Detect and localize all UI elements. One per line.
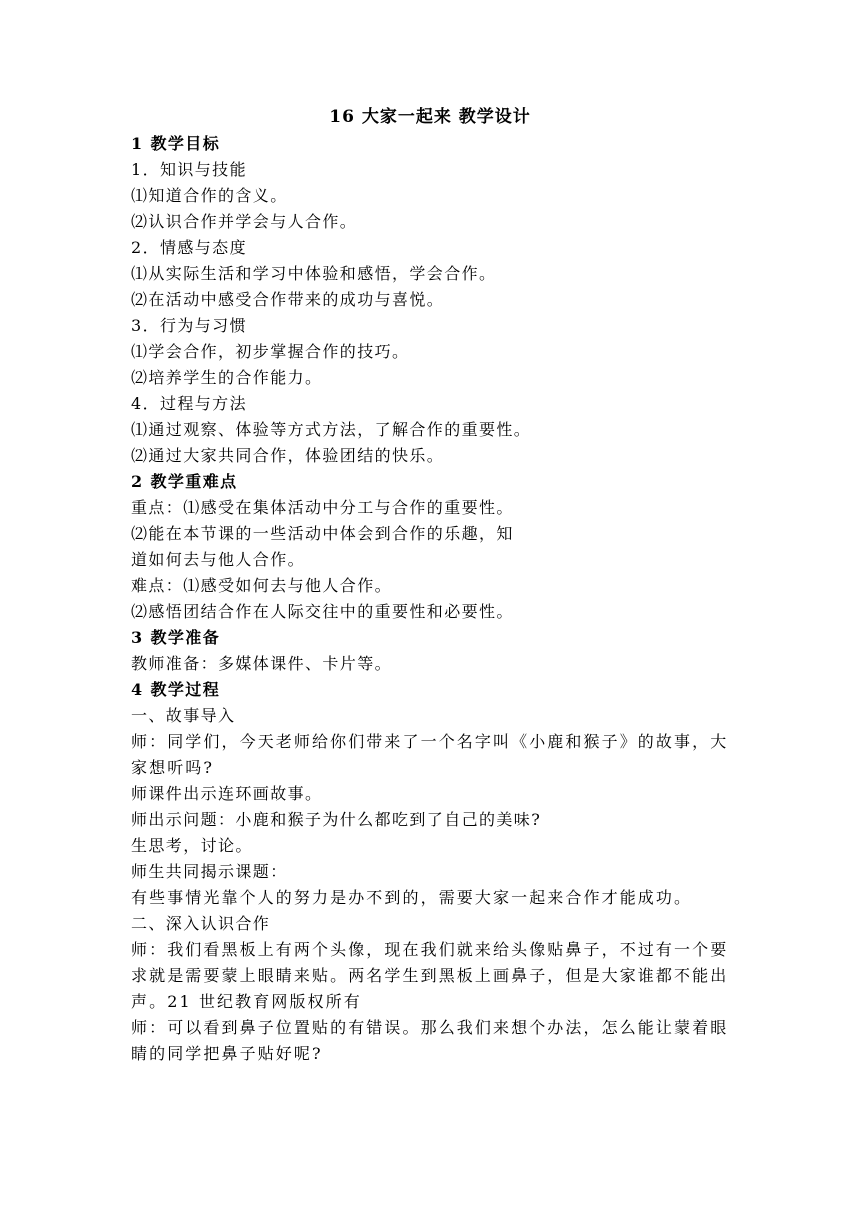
paragraph: 难点：⑴感受如何去与他人合作。 xyxy=(131,576,393,595)
paragraph: ⑴从实际生活和学习中体验和感悟，学会合作。 xyxy=(131,264,497,283)
document-body xyxy=(131,131,741,1067)
section-heading: 3 教学准备 xyxy=(131,628,221,647)
paragraph: 师课件出示连环画故事。 xyxy=(131,784,323,803)
paragraph: 生思考，讨论。 xyxy=(131,836,253,855)
paragraph: 师：我们看黑板上有两个头像，现在我们就来给头像贴鼻子，不过有一个要求就是需要蒙上眼睛来贴。两名学生到黑板上画鼻子，但是大家谁都不能出声。21 世纪教育网版权所有 xyxy=(131,940,729,1011)
paragraph: ⑵在活动中感受合作带来的成功与喜悦。 xyxy=(131,290,445,309)
paragraph: 有些事情光靠个人的努力是办不到的，需要大家一起来合作才能成功。 xyxy=(131,888,693,907)
paragraph: ⑵能在本节课的一些活动中体会到合作的乐趣，知 xyxy=(131,524,514,543)
paragraph: ⑴学会合作，初步掌握合作的技巧。 xyxy=(131,342,410,361)
paragraph: 3．行为与习惯 xyxy=(131,316,247,335)
paragraph: 道如何去与他人合作。 xyxy=(131,550,306,569)
paragraph: 一、故事导入 xyxy=(131,706,236,725)
paragraph: 4．过程与方法 xyxy=(131,394,247,413)
paragraph: 师生共同揭示课题： xyxy=(131,862,288,881)
paragraph: ⑵认识合作并学会与人合作。 xyxy=(131,212,358,231)
paragraph: 师：同学们，今天老师给你们带来了一个名字叫《小鹿和猴子》的故事，大家想听吗? xyxy=(131,732,729,777)
paragraph: 教师准备：多媒体课件、卡片等。 xyxy=(131,654,393,673)
paragraph: 师：可以看到鼻子位置贴的有错误。那么我们来想个办法，怎么能让蒙着眼睛的同学把鼻子贴好呢? xyxy=(131,1018,729,1063)
paragraph: ⑵通过大家共同合作，体验团结的快乐。 xyxy=(131,446,445,465)
paragraph: ⑵感悟团结合作在人际交往中的重要性和必要性。 xyxy=(131,602,514,621)
document-title: 16 大家一起来 教学设计 xyxy=(329,107,531,127)
paragraph: ⑴知道合作的含义。 xyxy=(131,186,288,205)
paragraph: 二、深入认识合作 xyxy=(131,914,271,933)
paragraph: 2．情感与态度 xyxy=(131,238,247,257)
paragraph: 师出示问题：小鹿和猴子为什么都吃到了自己的美味? xyxy=(131,810,542,829)
paragraph: ⑴通过观察、体验等方式方法，了解合作的重要性。 xyxy=(131,420,532,439)
paragraph: ⑵培养学生的合作能力。 xyxy=(131,368,323,387)
section-heading: 4 教学过程 xyxy=(131,680,221,699)
section-heading: 1 教学目标 xyxy=(131,134,221,153)
section-heading: 2 教学重难点 xyxy=(131,472,238,491)
paragraph: 重点：⑴感受在集体活动中分工与合作的重要性。 xyxy=(131,498,514,517)
paragraph: 1．知识与技能 xyxy=(131,160,247,179)
